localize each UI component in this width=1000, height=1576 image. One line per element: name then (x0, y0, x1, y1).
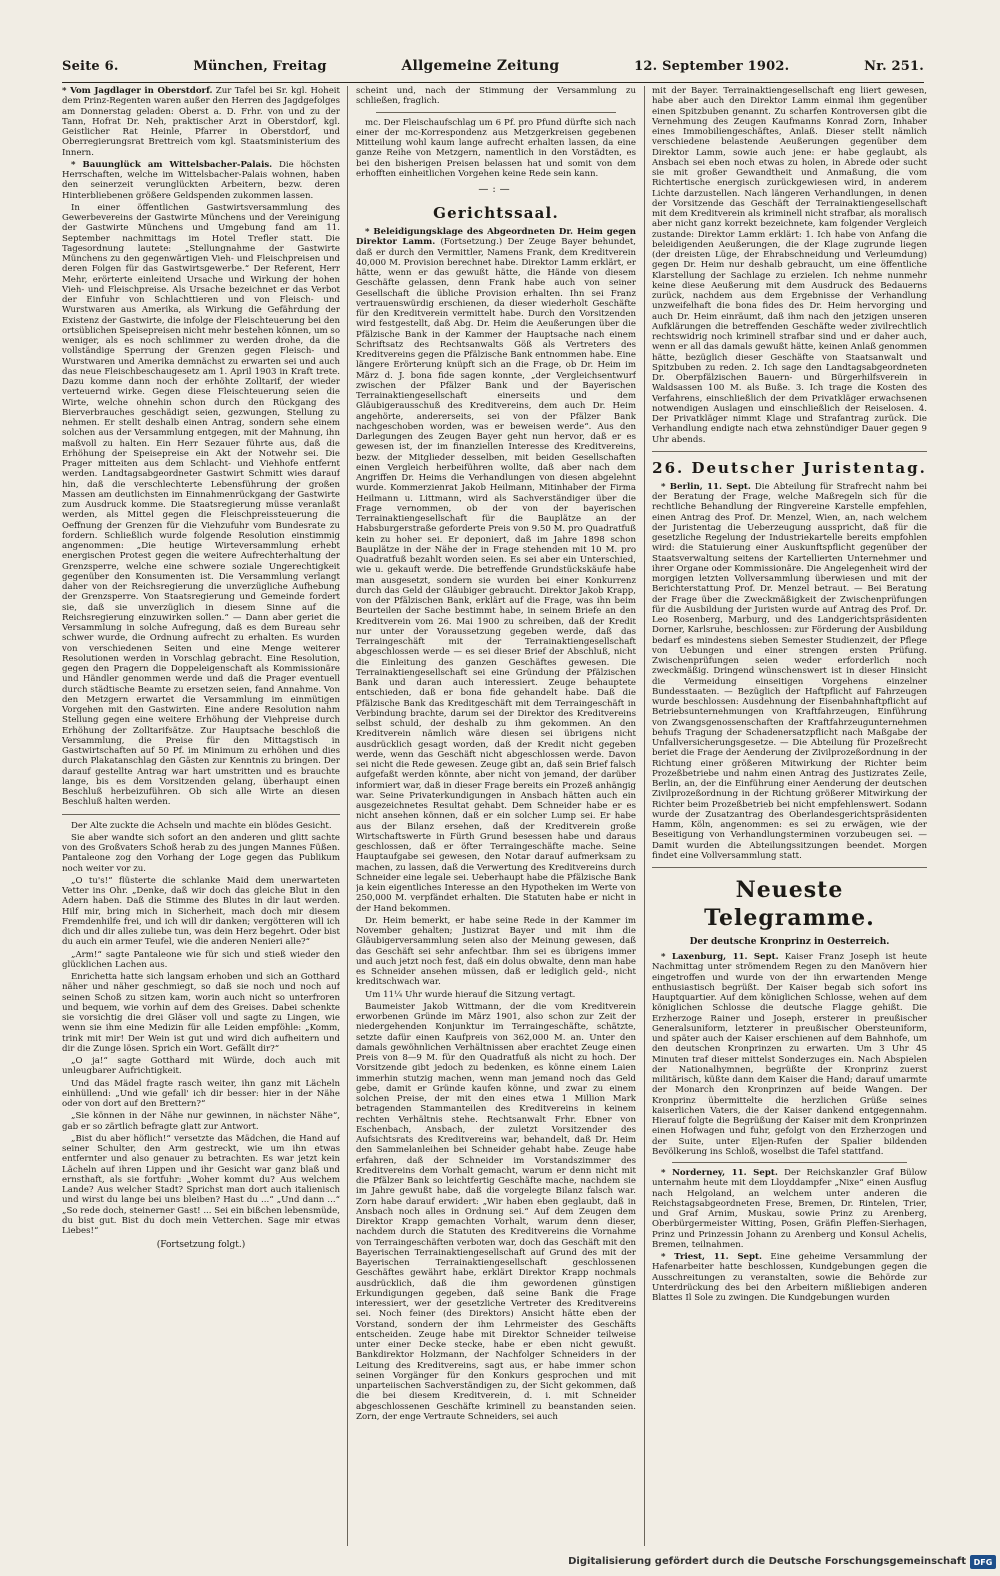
article-lead: * Beleidigungsklage des Abgeordneten Dr. Heim gegen Direktor Lamm. (356, 227, 636, 248)
article-lead: * Bauunglück am Wittelsbacher-Palais. (71, 159, 273, 170)
story-paragraph: Sie aber wandte sich sofort an den anderen und glitt sachte von des Großvaters Schoß herab zu des jungen Mannes Füßen. Pantaleone zog den Vorhang der Loge gegen das Publikum noch weiter vor zu. (62, 832, 340, 874)
article-lead: * Berlin, 11. Sept. (661, 481, 751, 492)
section-rule (376, 112, 616, 113)
article-text: scheint und, nach der Stimmung der Versammlung zu schließen, fraglich. (356, 86, 636, 107)
section-rule (652, 867, 927, 868)
ornament-divider: —:— (478, 184, 514, 195)
column-3 (652, 86, 927, 1548)
digitization-footer (0, 1550, 1000, 1576)
column-2 (356, 86, 636, 1548)
story-paragraph: „O tu's!“ flüsterte die schlanke Maid dem unerwarteten Vetter ins Ohr. „Denke, daß wir doch das gleiche Blut in den Adern haben. Daß die Stimme des Blutes in dir laut werden. Hilf mir, bring mich in Sicherheit, mach doch mir diesem Fremdenhilfe frei, und ich will dir danken; vergötteren will ich dich und dir alles zuliebe tun, was dein Herz begehrt. Oder bist du auch ein armer Teufel, wie die anderen Nenieri alle?“ (62, 875, 340, 948)
article-lead: * Triest, 11. Sept. (661, 1252, 762, 1262)
issue-date: 12. September 1902. (634, 59, 790, 74)
article-juristentag (652, 482, 927, 861)
article-text: Die Abteilung für Strafrecht nahm bei der Beratung der Frage, welche Maßregeln sich für die rechtliche Behandlung der Ringvereine Karstelle empfehlen, einen Antrag des Prof. Dr. Menzel, Wien, an, nach welchem der Juristentag die Ueberzeugung ausspricht, daß für die gesetzliche Regelung der Industriekartelle bereits empfohlen wird: die Statuierung einer Auskunftspflicht gegenüber der Staatsverwaltung seitens der Kartellierten Unternehmer und ihrer Organe oder Kommissionäre. Die Angelegenheit wird der morgigen letzten Vollversammlung überwiesen und mit der Berichterstattung Prof. Dr. Menzel betraut. — Bei Beratung der Frage über die Zweckmäßigkeit der Zwischenprüfungen für die Ausbildung der Juristen wurde auf Antrag des Prof. Dr. Leo Rosenberg, Marburg, und des Landgerichtspräsidenten Dorner, Karlsruhe, beschlossen: zur Förderung der Ausbildung bedarf es mindestens sieben Semester Studienzeit, der Pflege von Uebungen und einer strengen ersten Prüfung. Zwischenprüfungen seien weder erforderlich noch zweckmäßig. Dringend wünschenswert ist in dieser Hinsicht die Vermeidung einseitigen Vorgehens einzelner Bundesstaaten. — Bezüglich der Haftpflicht auf Fahrzeugen wurde beschlossen: Ausdehnung der Eisenbahnhaftpflicht auf Betriebsunternehmungen von Kraftfahrzeugen, Einführung von Zwangsgenossenschaften der Kraftfahrzeugunternehmen behufs Tragung der Schadenersatzpflicht nach Maßgabe der Unfallversicherungsgesetze. — Die Abteilung für Prozeßrecht beriet die Frage der Aenderung der Zivilprozeßordnung in der Richtung einer größeren Mitwirkung der Richter beim Prozeßbetriebe und nahm einen Antrag des Justizrates Zeile, Berlin, an, der die Einführung einer Aenderung der deutschen Zivilprozeßordnung in der Richtung größerer Mitwirkung der Richter beim Prozeßbetrieb bei nicht empfehlenswert. Sodann wurde der Zusatzantrag des Oberlandesgerichtspräsidenten Hamm, Köln, angenommen: es sei zu erwägen, wie der Beseitigung von Verhandlungsterminen vorzubeugen sei. — Damit wurden die Abteilungssitzungen beendet. Morgen findet eine Vollversammlung statt. (652, 481, 927, 861)
newspaper-title: Allgemeine Zeitung (401, 58, 560, 74)
article-lead: * Norderney, 11. Sept. (661, 1168, 778, 1178)
article-lead: * Vom Jagdlager in Oberstdorf. (62, 86, 213, 96)
story-paragraph: „Bist du aber höflich!“ versetzte das Mädchen, die Hand auf seiner Schulter, den Arm gestreckt, wie um ihn etwas entfernter und also genauer zu betrachten. Es war jetzt kein Lächeln auf ihren Lippen und ihr Gesicht war ganz blaß und ernsthaft, als sie fortfuhr: „Woher kommt du? Aus welchem Lande? Aus welcher Stadt? Sprichst man dort auch italienisch und wirst du lange bei uns bleiben? Hast du ...“ „Und dann ...“ „So rede doch, steinerner Gast! ... Sei ein bißchen lebensmüde, du bist gut. Bist du doch mein Vetterchen. Sage mir etwas Liebes!“ (62, 1133, 340, 1236)
funding-credit: Digitalisierung gefördert durch die Deutsche Forschungsgemeinschaft (568, 1556, 966, 1567)
article-text: (Fortsetzung.) Der Zeuge Bayer behundet, daß er durch den Vermittler, Namens Frank, dem Kreditverein 40,000 M. Provision berechnet habe. Direktor Lamm erklärt, er hätte, wenn er das gewußt hätte, die Hände von diesem Geschäfte gelassen, denn Frank habe auch von seiner Gesellschaft die übliche Provision erhalten. Ihn sei Franz vertrauenswürdig erschienen, da dieser wiederholt Geschäfte für den Kreditverein vermittelt habe. Durch den Vorsitzenden wird festgestellt, daß Abg. Dr. Heim die Aeußerungen über die Pfälzische Bank in der Kammer der Hauptsache nach einem Schriftsatz des Rechtsanwalts Göß als Vertreters des Kreditvereins gegen die Pfälzische Bank entnommen habe. Eine längere Erörterung knüpft sich an die Frage, ob Dr. Heim im März d. J. bona fide sagen konnte, „der Vergleichsentwurf zwischen der Pfälzer Bank und der Bayerischen Terrainaktiengesellschaft einerseits und dem Gläubigerausschuß des Kreditvereins, dem auch Dr. Heim angehörte, andererseits, sei von der Pfälzer Bank nachgeschoben worden, was er beweisen werde“. Aus den Darlegungen des Zeugen Bayer geht nun hervor, daß er es gewesen ist, der im finanziellen Interesse des Kreditvereins, bezw. der Mitglieder desselben, mit beiden Gesellschaften einen Vergleich herbeiführen wollte, daß aber nach dem Angriffen Dr. Heims die Verhandlungen von diesen abgelehnt wurde. Kommerzienrat Jakob Heilmann, Mitinhaber der Firma Heilmann u. Littmann, wird als Sachverständiger über die Frage vernommen, ob der von der bayerischen Terrainaktiengesellschaft für die Bauplätze an der Habsburgerstraße geforderte Preis von 9.50 M. pro Quadratfuß kein zu hoher sei. Er deponiert, daß im Jahre 1898 schon Bauplätze in der Nähe der in Frage stehenden mit 10 M. pro Quadratfuß bezahlt worden seien. Es sei aber ein Unterschied, wie u. gekauft werde. Die betreffende Grundstückskäufe habe man ausgesetzt, sondern sie wurden bei einer Konkurrenz durch das Geld der Gläubiger gebraucht. Direktor Jakob Krapp, von der Pfälzischen Bank, erklärt auf die Frage, was ihn beim Beurteilen der Sache bestimmt habe, in seinem Briefe an den Kreditverein vom 26. Mai 1900 zu schreiben, daß der Kredit nur unter der Voraussetzung gegeben werde, daß das Terraingeschäft mit der Terrainaktiengesellschaft abgeschlossen werde — es sei dieser Brief der Abschluß, nicht die Einleitung des ganzen Geschäftes gewesen. Die Terrainaktiengesellschaft sei eine Gründung der Pfälzischen Bank und daran auch interessiert. Zeuge behauptete entschieden, daß er bona fide gehandelt habe. Daß die Pfälzische Bank das Kreditgeschäft mit dem Terraingeschäft in Verbindung brachte, darum sei der Direktor des Kreditvereins selbst schuld, der deshalb zu ihm gekommen. An den Kreditverein nämlich wäre diesen sei übrigens nicht ausdrücklich gesagt worden, daß der Kredit nicht gegeben werde, wenn das Geschäft nicht abgeschlossen werde. Davon sei nicht die Rede gewesen. Zeuge gibt an, daß sein Brief falsch aufgefaßt werden könnte, aber nicht von jemand, der darüber informiert war, daß in dieser Frage bereits ein Prozeß anhängig war. Seine Privaterkundigungen in Ansbach hätten auch ein ausgezeichnetes Resultat gehabt. Dem Schneider habe er es nicht ansehen können, daß er ein solcher Lump sei. Er habe aus der Bilanz ersehen, daß der Kreditverein große Wirtschaftswerte in Fürth Grund besessen habe und daraus geschlossen, daß er öfter Terraingeschäfte mache. Seine Hauptaufgabe sei gewesen, den Notar darauf aufmerksam zu machen, zu lassen, daß die Verwertung des Kreditvereins durch Schneider eine legale sei. Ueberhaupt habe die Pfälzische Bank ja kein eigentliches Interesse an den Hypotheken im Werte von 250,000 M. verpfändet erhalten. Die Statuten habe er nicht in der Hand bekommen. (356, 237, 636, 914)
masthead-rule (62, 82, 924, 83)
section-heading-juristentag: 26. Deutscher Juristentag. (652, 458, 927, 477)
article-jagdlager (62, 86, 340, 158)
story-paragraph: Enrichetta hatte sich langsam erhoben und sich an Gotthard näher und näher geschmiegt, so daß sie noch und noch auf seinen Schoß zu sitzen kam, worin auch nicht so unterfroren und bequem, wie vorhin auf dem des Greises. Dabei schenkte sie vorsichtig die drei Gläser voll und sagte zu Lingen, wie wenn sie ihm eine Medizin für alle Leiden empföhle: „Komm, trink mit mir! Der Wein ist gut und wird dich aufheitern und dir die Zunge lösen. Sprich ein Wort. Gefällt dir?“ (62, 972, 340, 1054)
article-text: Die höchsten Herrschaften, welche im Wittelsbacher-Palais wohnen, haben den seinerzeit verunglückten Arbeitern, bezw. deren Hinterbliebenen größere Geldspenden zukommen lassen. (62, 159, 340, 201)
feuilleton-story (62, 821, 340, 1237)
section-rule (672, 1162, 907, 1163)
telegram-laxenburg (652, 952, 927, 1157)
article-text: Der Reichskanzler Graf Bülow unternahm heute mit dem Lloyddampfer „Nixe“ einen Ausflug nach Helgoland, an welchem unter anderen die Reichstagsabgeordneten Frese, Bremen, Dr. Rintelen, Trier, und Graf Arnim, Muskau, sowie Prinz zu Arenberg, Oberbürgermeister Witting, Posen, Gräfin Pleffen-Sierhagen, Prinz und Prinzessin Johann zu Arenberg und Konsul Achelis, Bremen, teilnahmen. (652, 1168, 927, 1250)
masthead (62, 58, 924, 82)
dfg-logo: DFG (970, 1555, 996, 1569)
article-text: Kaiser Franz Joseph ist heute Nachmittag unter strömendem Regen zu den Manövern hier eingetroffen und wurde von der ihn erwartenden Menge enthusiastisch begrüßt. Der Kaiser begab sich sofort ins Hauptquartier. Auf dem königlichen Schlosse, wehen auf dem königlichen Schlosse die deutsche Flagge gehißt. Die Erzherzoge Rainer und Joseph, ersterer in preußischer Generalsuniform, letzterer in preußischer Obersteuniform, und später auch der Kaiser erschienen auf dem Bahnhofe, um den deutschen Kronprinzen zu erwarten. Um 3 Uhr 45 Minuten traf dieser mittelst Sonderzuges ein. Nach Abspielen der Nationalhymnen, begrüßte der Kronprinz zuerst militärisch, küßte dann dem Kaiser die Hand; darauf umarmte der Monarch den Kronprinzen auf beide Wangen. Der Kronprinz übermittelte die herzlichen Grüße seines kaiserlichen Vaters, die der Kaiser dankend entgegennahm. Hierauf folgte die Begrüßung der Kaiser mit dem Kronprinzen einen Hofwagen und fuhr, gefolgt von den Erzherzogen und der Suite, unter Eljen-Rufen der Spalier bildenden Bevölkerung ins Schloß, woselbst die Tafel stattfand. (652, 952, 927, 1157)
article-lead: * Laxenburg, 11. Sept. (661, 952, 779, 962)
article-text: Eine geheime Versammlung der Hafenarbeiter hatte beschlossen, Kundgebungen gegen die Ausschreitungen zu veranstalten, sowie die Behörde zur Unterdrückung des bei den Arbeitern mißliebigen anderen Blattes Il Sole zu zwingen. Die Kundgebungen wurden (652, 1252, 927, 1303)
section-heading-telegramme: Neueste Telegramme. (704, 877, 875, 931)
telegram-norderney (652, 1168, 927, 1250)
story-paragraph: „Sie können in der Nähe nur gewinnen, in nächster Nähe“, gab er so zärtlich befragte glatt zur Antwort. (62, 1111, 340, 1132)
issue-number: Nr. 251. (864, 59, 924, 74)
article-text: Dr. Heim bemerkt, er habe seine Rede in der Kammer im November gehalten; Justizrat Bayer und mit ihm die Gläubigerversammlung seien also der Meinung gewesen, daß das Geschäft sei sehr anfechtbar. Ihm sei es übrigens immer und auch jetzt noch fest, daß ein dolus obwalte, denn man habe es Schneider ansehen müssen, daß er lediglich geld-, nicht kreditschwach war. (356, 915, 636, 988)
article-fleischaufschlag: mc. Der Fleischaufschlag um 6 Pf. pro Pfund dürfte sich nach einer der mc-Korrespondenz aus Metzgerkreisen gegebenen Mitteilung wohl kaum lange aufrecht erhalten lassen, da eine ganze Reihe von Metzgern, namentlich in den Vorstädten, es bei den bisherigen Preisen belassen hat und somit von dem erhofften einheitlichen Vorgehen keine Rede sein kann. (356, 117, 636, 179)
article-bauunglueck (62, 160, 340, 201)
page-number: Seite 6. (62, 59, 119, 74)
place-day: München, Freitag (193, 59, 327, 74)
article-text: Baumeister Jakob Wittmann, der die vom Kreditverein erworbenen Gründe im März 1901, also schon zur Zeit der niedergehenden Konjunktur im Terraingeschäfte, schätzte, setzte dafür einen Kaufpreis von 362,000 M. an. Unter den damals gewöhnlichen Verhältnissen aber erachtet Zeuge einen Preis von 8—9 M. für den Quadratfuß als nicht zu hoch. Der Vorsitzende gibt jedoch zu bedenken, es könne einem Laien immerhin stutzig machen, wenn man jemand noch das Geld gebe, damit er Gründe kaufen könne, und zwar zu einem solchen Preise, der mit den eines etwa 1 Million Mark betragenden Stammanteilen des Kreditvereins in keinem rechten Verhältnis stehe. Rechtsanwalt Frhr. Ebner von Eschenbach, Ansbach, der zuletzt Vorsitzender des Aufsichtsrats des Kreditvereins war, behandelt, daß Dr. Heim den Sammelanleihen bei Schneider gehabt habe. Zeuge habe erfahren, daß der Schneider im Vorstandszimmer des Kreditvereins dem Vorhalt gemacht, warum er denn nicht mit die Pfälzer Bank so leichtfertig Geschäfte mache, nachdem sie im Jahre gewußt habe, daß die vorgelegte Bilanz falsch war. Zorn habe darauf erwidert: „Wir haben eben geglaubt, daß in Ansbach noch alles in Ordnung sei.“ Auf dem Zeugen dem Direktor Krapp gemachten Vorhalt, warum denn dieser, nachdem durch die Statuten des Kreditvereins die Vornahme von Terraingeschäften verboten war, doch das Geschäft mit den Bayerischen Terrainaktiengesellschaft auf Grund des mit der Bayerischen Terrainaktiengesellschaft geschlossenen Geschäftes gewährt habe, erklärt Direktor Krapp nochmals ausdrücklich, daß die ihm gewordenen günstigen Erkundigungen gegeben, daß seine Bank die Frage interessiert, wer der gesetzliche Vertreter des Kreditvereins sei. Noch feiner (des Direktors) Ansicht hätte eben der Vorstand, sondern der ihm Lehrmeister des Geschäfts entscheiden. Zeuge habe mit Direktor Schneider teilweise unter einer Decke stecke, habe er eben nicht gewußt. Bankdirektor Holzmann, der Nachfolger Schneiders in der Leitung des Kreditvereins, sagt aus, er habe immer schon seinen Vorgänger für den Konkurs gesprochen und mit unparteiischen Sachverständigen zu, der Sicht gekommen, daß die bei diesem Kreditverein, d. i. mit Schneider abgeschlossenen Geschäfte kriminell zu beanstanden seien. Zorn, der enge Vertraute Schneiders, sei auch (356, 1001, 636, 1422)
continued-note: (Fortsetzung folgt.) (156, 1240, 246, 1251)
story-paragraph: Der Alte zuckte die Achseln und machte ein blödes Gesicht. (71, 820, 332, 831)
article-text: Um 11¼ Uhr wurde hierauf die Sitzung vertagt. (365, 989, 576, 1000)
story-paragraph: Und das Mädel fragte rasch weiter, ihn ganz mit Lächeln einhüllend: „Und wie gefall' ich dir besser: hier in der Nähe oder von dort auf den Brettern?“ (62, 1078, 340, 1109)
telegram-triest (652, 1252, 927, 1303)
telegram-subheading: Der deutsche Kronprinz in Oesterreich. (689, 937, 890, 947)
article-text: mit der Bayer. Terrainaktiengesellschaft eng liiert gewesen, habe aber auch den Direktor Lamm einmal ihm gegenüber einen Spitzbuben genannt. Zu scharfen Kontroversen gibt die Vernehmung des Zeugen Kaufmanns Konrad Zorn, Inhaber eines Immobiliengeschäftes, Anlaß. Dieser stellt nämlich verschiedene belastende Aeußerungen gegenüber dem Direktor Lamm, sowie auch jene: er habe geglaubt, als Ansbach sei eben noch etwas zu holen, in Abrede oder sucht sie mit großer Gewandtheit und Anmaßung, die vom Richtertische energisch zurückgewiesen wird, in anderem Lichte darzustellen. Nach längeren Verhandlungen, in denen der Vorsitzende das Geschäft der Terrainaktiengesellschaft mit dem Kreditverein als kriminell nicht strafbar, als moralisch aber nicht ganz korrekt bezeichnete, kam folgender Vergleich zustande: Direktor Lamm erklärt: 1. Ich habe von Anfang die beleidigenden Aeußerungen, die der Klage zugrunde liegen (der dreisten Lüge, der Ehrabschneidung und Verleumdung) gegen Dr. Heim nur deshalb gebraucht, um eine öffentliche Klarstellung der Sachlage zu erzielen. Ich nehme nunmehr keine diese Aeußerung mit dem Ausdruck des Bedauerns zurück, nachdem aus dem Ergebnisse der Verhandlung unzweifelhaft die bona fides des Dr. Heim hervorging und auch Dr. Heim einräumt, daß ihm nach den jetzigen unseren Aufklärungen die betreffenden Geschäfte weder zivilrechtlich rechtswidrig noch kriminell strafbar sind und er daher auch, wenn er all das damals gewußt hätte, keinen Anlaß genommen hätte, bezüglich dieser Geschäfte von Staatsanwalt und Spitzbuben zu reden. 2. Ich sage den Landtagsabgeordneten Dr. Oberpfälzischen Bauern- und Bürgerhilfsverein in Waldsassen 100 M. als Buße. 3. Ich trage die Kosten des Verfahrens, einschließlich der dem Privatkläger erwachsenen notwendigen Auslagen und einschließlich der Reiselosen. 4. Der Privatkläger nimmt Klage und Strafantrag zurück. Die Verhandlung endigte nach etwa zehnstündiger Dauer gegen 9 Uhr abends. (652, 86, 927, 445)
column-divider (644, 86, 645, 1546)
section-rule (62, 814, 340, 815)
article-text: Zur Tafel bei Sr. kgl. Hoheit dem Prinz-Regenten waren außer den Herren des Jagdgefolges am Donnerstag geladen: Oberst a. D. Frhr. von und zu der Tann, Hofrat Dr. Neh, praktischer Arzt in Oberstdorf, kgl. Geistlicher Rat Heinle, Pfarrer in Oberstdorf, und Oberregierungsrat Brettreich vom kgl. Staatsministerium des Innern. (62, 86, 340, 158)
story-paragraph: „Arm!“ sagte Pantaleone wie für sich und stieß wieder den glücklichen Lachen aus. (62, 949, 340, 970)
article-beleidigungsklage (356, 227, 636, 914)
section-heading-gerichtssaal: Gerichtssaal. (433, 204, 559, 222)
story-paragraph: „O ja!“ sagte Gotthard mit Würde, doch auch mit unleugbarer Aufrichtigkeit. (62, 1056, 340, 1077)
article-gastwirte: In einer öffentlichen Gastwirtsversammlung des Gewerbevereins der Gastwirte Münchens und der Vereinigung der Gastwirte Münchens und Umgebung fand am 11. September nachmittags im Hotel Trefler statt. Die Tagesordnung lautete: „Stellungnahme der Gastwirte Münchens zu den gegenwärtigen Vieh- und Fleischpreisen und deren Folgen für das Gastwirtsgewerbe.“ Der Referent, Herr Mehr, erörterte einleitend Ursache und Wirkung der hohen Vieh- und Fleischpreise. Als Ursache bezeichnet er das Verbot der Einfuhr von Schlachttieren und von Fleisch- und Wurstwaren aus Amerika, als Wirkung die Gefährdung der Existenz der Gastwirte, die infolge der Fleischteuerung bei den ortsüblichen Speisepreisen nicht mehr bestehen können, um so weniger, als es noch schlimmer zu werden drohe, da die vollständige Sperrung der Grenzen gegen Fleisch- und Wurstwaren und Amerika demnächst zu erwarten sei und auch das neue Fleischbeschaugesetz am 1. April 1903 in Kraft trete. Dazu komme dann noch der erhöhte Zolltarif, der wieder verteuernd wirke. Gegen diese Fleischteuerung seien die Wirte, welche ohnehin schon durch den Rückgang des Bierverbrauches geschädigt seien, gezwungen, Stellung zu nehmen. Er stellt deshalb einen Antrag, sondern sehe einem solchen aus der Versammlung entgegen, mit der Mahnung, ihn maßvoll zu halten. Ein Herr Sezauer führte aus, daß die Erhöhung der Speisepreise ein Akt der Notwehr sei. Die Prager mitteiten aus dem Schlacht- und Viehhofe entfernt werden. Landtagsabgeordneter Gastwirt Schmitt wies darauf hin, daß die verschlechterte Lebensführung der großen Massen am deutlichsten im Einnahmenrückgang der Gastwirte zum Ausdruck komme. Die Staatsregierung müsse veranlaßt werden, als Mittel gegen die Fleischpreissteuerung die Oeffnung der Grenzen für die Viehzufuhr vom Bundesrate zu fordern. Schließlich wurde folgende Resolution einstimmig angenommen: „Die heutige Wirteversammlung erhebt energischen Protest gegen die weitere Aufrechterhaltung der Grenzsperre, welche eine schwere soziale Ungerechtigkeit gegenüber den Konsumenten ist. Die Versammlung verlangt daher von der Reichsregierung die unverzügliche Aufhebung der Grenzsperre. Von Staatsregierung und Gemeinde fordert sie, daß sie unverzüglich in diesem Sinne auf die Reichsregierung einzuwirken sollen.“ — Dann aber geriet die Versammlung in solche Aufregung, daß es dem Bureau sehr schwer wurde, die Ordnung aufrecht zu erhalten. Es wurden von verschiedenen Seiten und eine Menge weiterer Resolutionen werden in Vorschlag gebracht. Eine Resolution, gegen den Pragern die Doppeleigenschaft als Kommissionäre und Händler genommen werde und daß die Prager eventuell durch städtische Beamte zu ersetzen seien, fand Annahme. Von den Metzgern erwartet die Versammlung im einmütigen Vorgehen mit den Gastwirten. Eine andere Resolution nahm Stellung gegen eine weitere Erhöhung der Viehpreise durch Erhöhung der Zolltarifsätze. Zur Hauptsache beschloß die Versammlung, die Preise für den Mittagstisch in Gastwirtschaften auf 50 Pf. im Minimum zu erhöhen und dies durch Plakatanschlag den Gästen zur Kenntnis zu bringen. Der darauf gestellte Antrag war hart umstritten und es brauchte lange, bis es dem Vorsitzenden gelang, überhaupt einen Beschluß herbeizuführen. Ob sich alle Wirte an diesen Beschluß halten werden. (62, 202, 340, 808)
section-rule (652, 451, 927, 452)
column-divider (347, 86, 348, 1546)
column-1 (62, 86, 340, 1548)
